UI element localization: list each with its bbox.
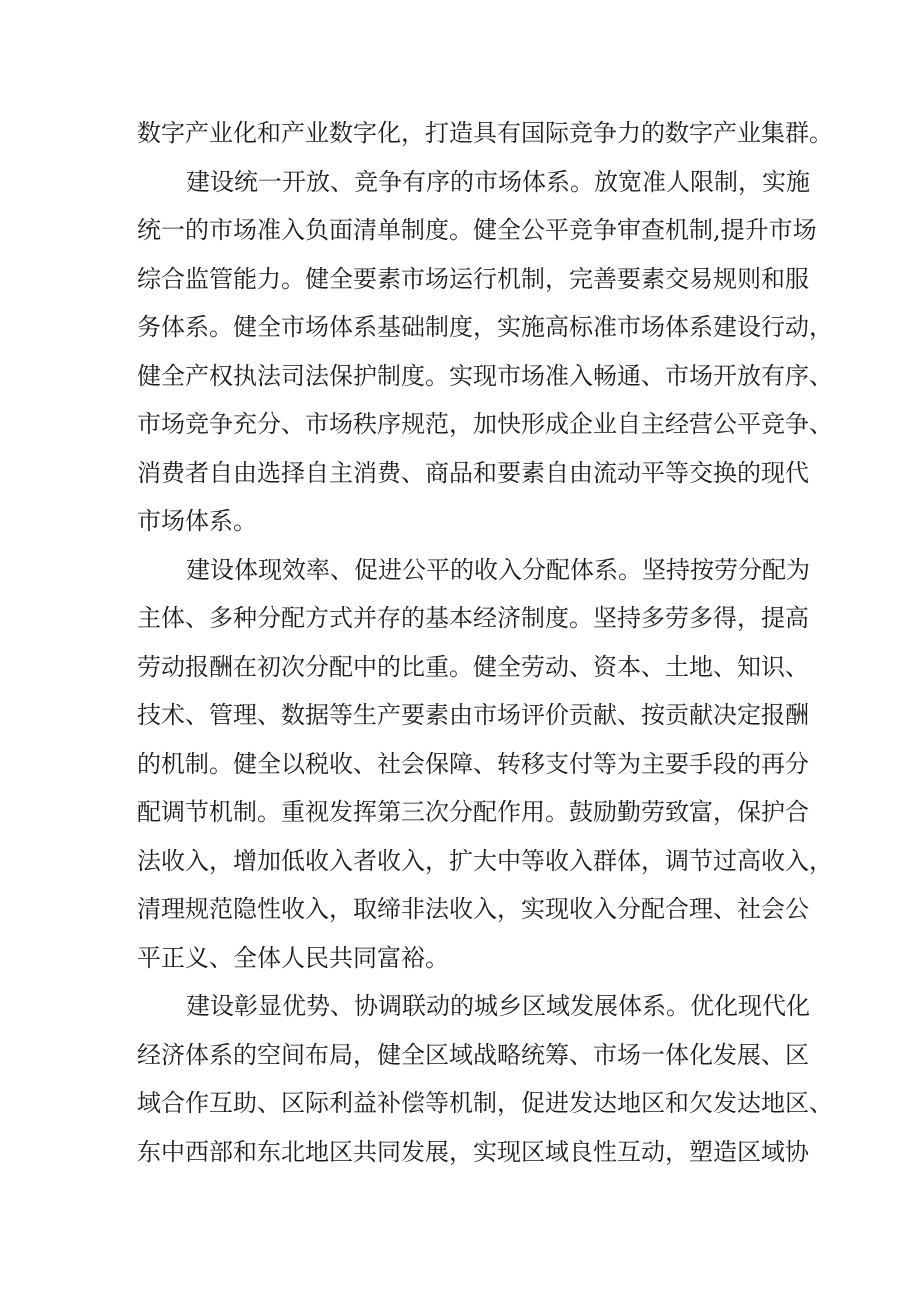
text-line: 经济体系的空间布局，健全区域战略统筹、市场一体化发展、区: [137, 1040, 809, 1069]
body-text: [137, 109, 833, 1176]
text-line: 市场竞争充分、市场秩序规范，加快形成企业自主经营公平竞争、: [137, 410, 833, 438]
text-line: 平正义、全体人民共同富裕。: [137, 943, 449, 972]
text-line: 健全产权执法司法保护制度。实现市场准入畅通、市场开放有序、: [137, 361, 833, 390]
paragraph-first-line: 建设统一开放、竞争有序的市场体系。放宽准人限制，实施: [186, 167, 810, 196]
text-line: 综合监管能力。健全要素市场运行机制，完善要素交易规则和服: [137, 264, 809, 293]
text-line: 的机制。健全以税收、社会保障、转移支付等为主要手段的再分: [137, 749, 809, 778]
text-line: 东中西部和东北地区共同发展，实现区域良性互动，塑造区域协: [137, 1137, 809, 1166]
text-line: 务体系。健全市场体系基础制度，实施高标准市场体系建设行动，: [137, 313, 833, 341]
text-line: 技术、管理、数据等生产要素由市场评价贡献、按贡献决定报酬: [137, 701, 809, 729]
text-line: 市场体系。: [137, 507, 257, 535]
text-line: 数字产业化和产业数字化，打造具有国际竞争力的数字产业集群。: [137, 119, 833, 147]
paragraph-first-line: 建设彰显优势、协调联动的城乡区域发展体系。优化现代化: [186, 992, 810, 1020]
text-line: 法收入，增加低收入者收入，扩大中等收入群体，调节过高收入，: [137, 846, 833, 875]
text-line: 配调节机制。重视发挥第三次分配作用。鼓励勤劳致富，保护合: [137, 798, 809, 826]
text-line: 清理规范隐性收入，取缔非法收入，实现收入分配合理、社会公: [137, 895, 809, 923]
text-line: 消费者自由选择自主消费、商品和要素自由流动平等交换的现代: [137, 458, 809, 487]
text-line: 统一的市场准入负面清单制度。健全公平竞争审查机制,提升市场: [137, 216, 817, 244]
paragraph-first-line: 建设体现效率、促进公平的收入分配体系。坚持按劳分配为: [186, 555, 810, 584]
text-line: 主体、多种分配方式并存的基本经济制度。坚持多劳多得，提高: [137, 604, 809, 632]
text-line: 劳动报酬在初次分配中的比重。健全劳动、资本、土地、知识、: [137, 652, 809, 681]
text-line: 域合作互助、区际利益补偿等机制，促进发达地区和欠发达地区、: [137, 1089, 833, 1117]
